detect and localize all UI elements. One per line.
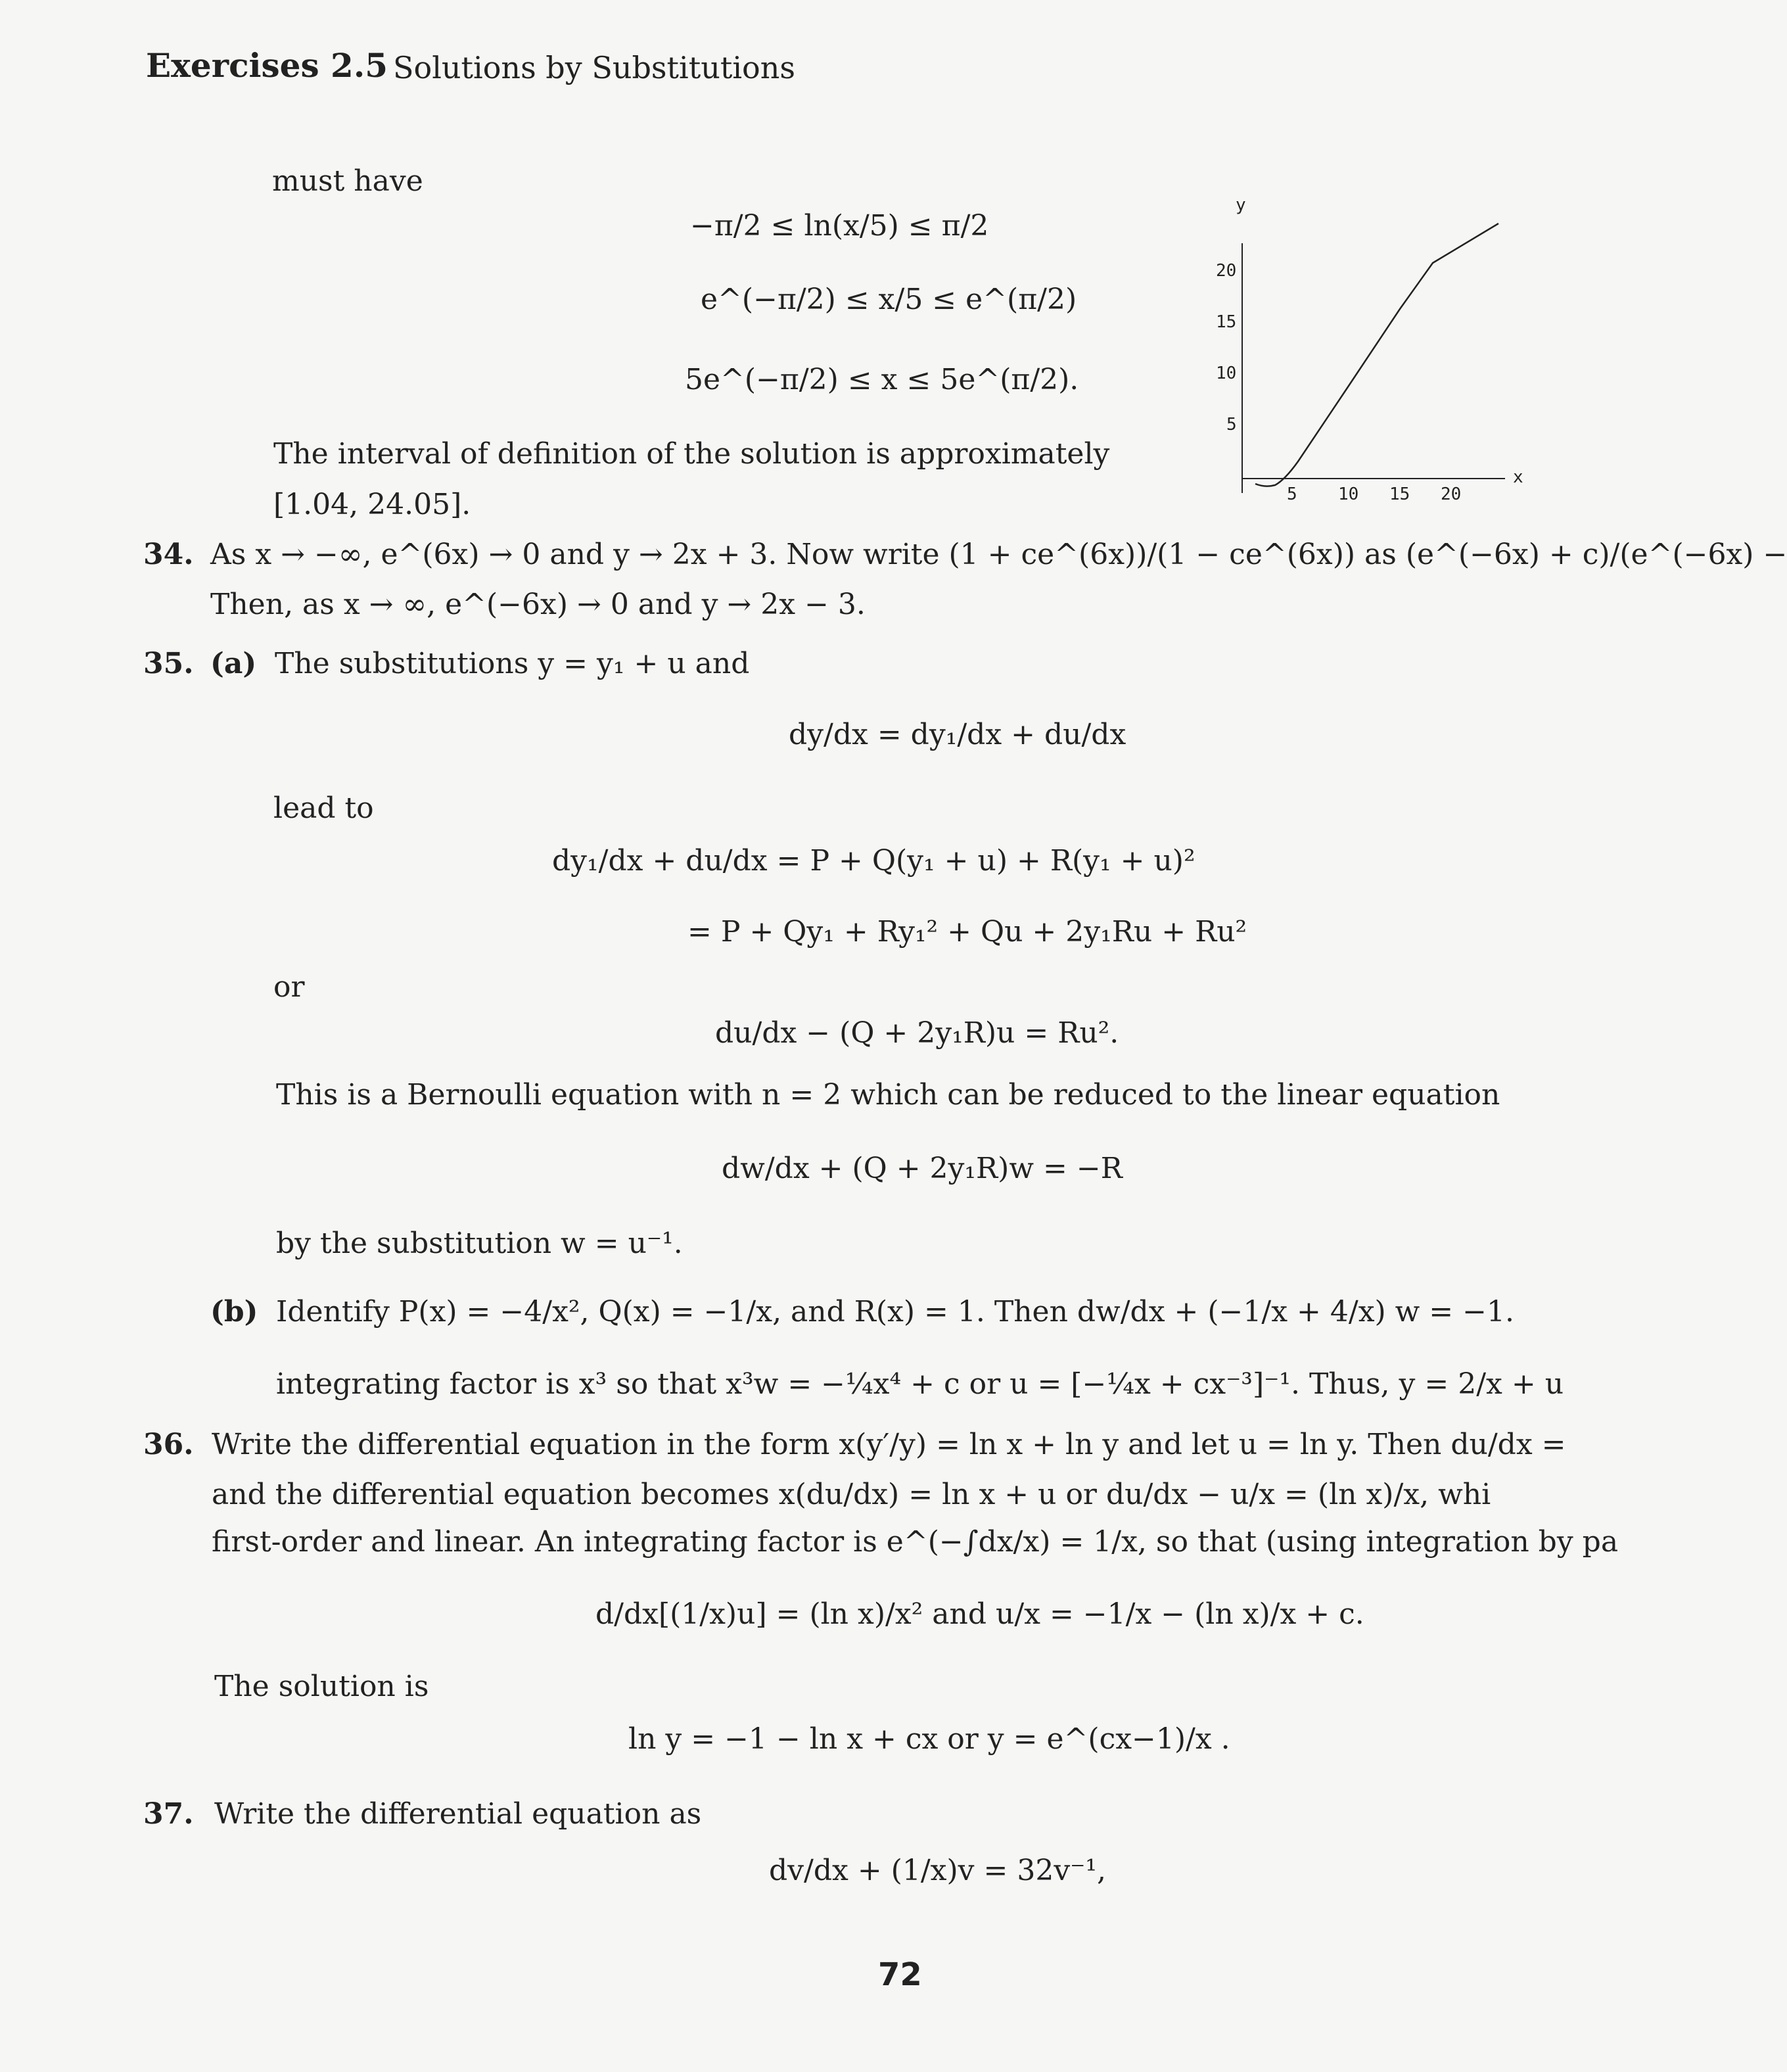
equation-x-bounds: 5e^(−π/2) ≤ x ≤ 5e^(π/2). <box>685 363 1079 396</box>
equation-37: dv/dx + (1/x)v = 32v⁻¹, <box>769 1854 1107 1887</box>
part-b-line1: Identify P(x) = −4/x², Q(x) = −1/x, and R(x) = 1. Then dw/dx + (−1/x + 4/x) w = −1. <box>276 1295 1515 1329</box>
problem-36-line2: and the differential equation becomes x(du/dx) = ln x + u or du/dx − u/x = (ln x)/x, whi <box>212 1478 1491 1511</box>
x-tick-label: 15 <box>1389 484 1410 504</box>
part-a-label: (a) <box>210 647 257 680</box>
problem-36-line3: first-order and linear. An integrating factor is e^(−∫dx/x) = 1/x, so that (using integration by pa <box>212 1525 1619 1559</box>
part-b-line2: integrating factor is x³ so that x³w = −¼x⁴ + c or u = [−¼x + cx⁻³]⁻¹. Thus, y = 2/x + u <box>276 1367 1564 1401</box>
equation-36-main: d/dx[(1/x)u] = (ln x)/x² and u/x = −1/x − (ln x)/x + c. <box>595 1597 1364 1631</box>
graph-y-label: y <box>1236 195 1246 215</box>
equation-exp-bounds: e^(−π/2) ≤ x/5 ≤ e^(π/2) <box>701 283 1077 316</box>
y-tick-label: 10 <box>1216 364 1237 383</box>
problem-35-number: 35. <box>143 647 194 680</box>
y-tick-label: 15 <box>1216 312 1237 332</box>
equation-lead-line1: dy₁/dx + du/dx = P + Q(y₁ + u) + R(y₁ + u)² <box>552 844 1195 878</box>
solution-curve <box>1255 224 1498 486</box>
part-b-label: (b) <box>210 1295 258 1329</box>
equation-linear: dw/dx + (Q + 2y₁R)w = −R <box>722 1152 1123 1185</box>
problem-36-number: 36. <box>143 1428 194 1461</box>
equation-36-solution: ln y = −1 − ln x + cx or y = e^(cx−1)/x . <box>628 1722 1230 1756</box>
bernoulli-text: This is a Bernoulli equation with n = 2 which can be reduced to the linear equation <box>276 1078 1500 1112</box>
section-title: Solutions by Substitutions <box>393 50 795 85</box>
x-tick-label: 5 <box>1287 484 1297 504</box>
problem-37-line1: Write the differential equation as <box>214 1797 702 1831</box>
equation-substitution: dy/dx = dy₁/dx + du/dx <box>789 718 1126 751</box>
problem-35-intro: The substitutions y = y₁ + u and <box>275 647 750 680</box>
interval-value: [1.04, 24.05]. <box>273 488 471 521</box>
x-tick-label: 10 <box>1338 484 1359 504</box>
problem-34-line2: Then, as x → ∞, e^(−6x) → 0 and y → 2x − 3. <box>210 588 866 621</box>
y-tick-label: 5 <box>1226 415 1237 435</box>
problem-37-number: 37. <box>143 1797 194 1831</box>
problem-34-number: 34. <box>143 538 194 571</box>
graph-x-label: x <box>1513 467 1523 487</box>
lead-to-text: lead to <box>273 791 374 825</box>
interval-text: The interval of definition of the solution is approximately <box>273 437 1110 471</box>
page-number: 72 <box>878 1956 922 1993</box>
problem-36-line1: Write the differential equation in the form x(y′/y) = ln x + ln y and let u = ln y. Then du/dx = <box>212 1428 1566 1461</box>
solution-graph <box>1216 191 1525 504</box>
or-text: or <box>273 970 305 1004</box>
y-tick-label: 20 <box>1216 261 1237 281</box>
substitution-text: by the substitution w = u⁻¹. <box>276 1227 683 1260</box>
equation-lead-line2: = P + Qy₁ + Ry₁² + Qu + 2y₁Ru + Ru² <box>687 915 1247 949</box>
solution-label: The solution is <box>214 1670 429 1703</box>
equation-or: du/dx − (Q + 2y₁R)u = Ru². <box>715 1016 1119 1050</box>
x-tick-label: 20 <box>1441 484 1462 504</box>
must-have-text: must have <box>272 164 423 198</box>
equation-ln-bounds: −π/2 ≤ ln(x/5) ≤ π/2 <box>690 209 989 243</box>
section-label: Exercises 2.5 <box>146 46 388 85</box>
problem-34-line1: As x → −∞, e^(6x) → 0 and y → 2x + 3. Now write (1 + ce^(6x))/(1 − ce^(6x)) as (e^(−6x) + c)/(e^(−6x) − <box>210 538 1787 571</box>
